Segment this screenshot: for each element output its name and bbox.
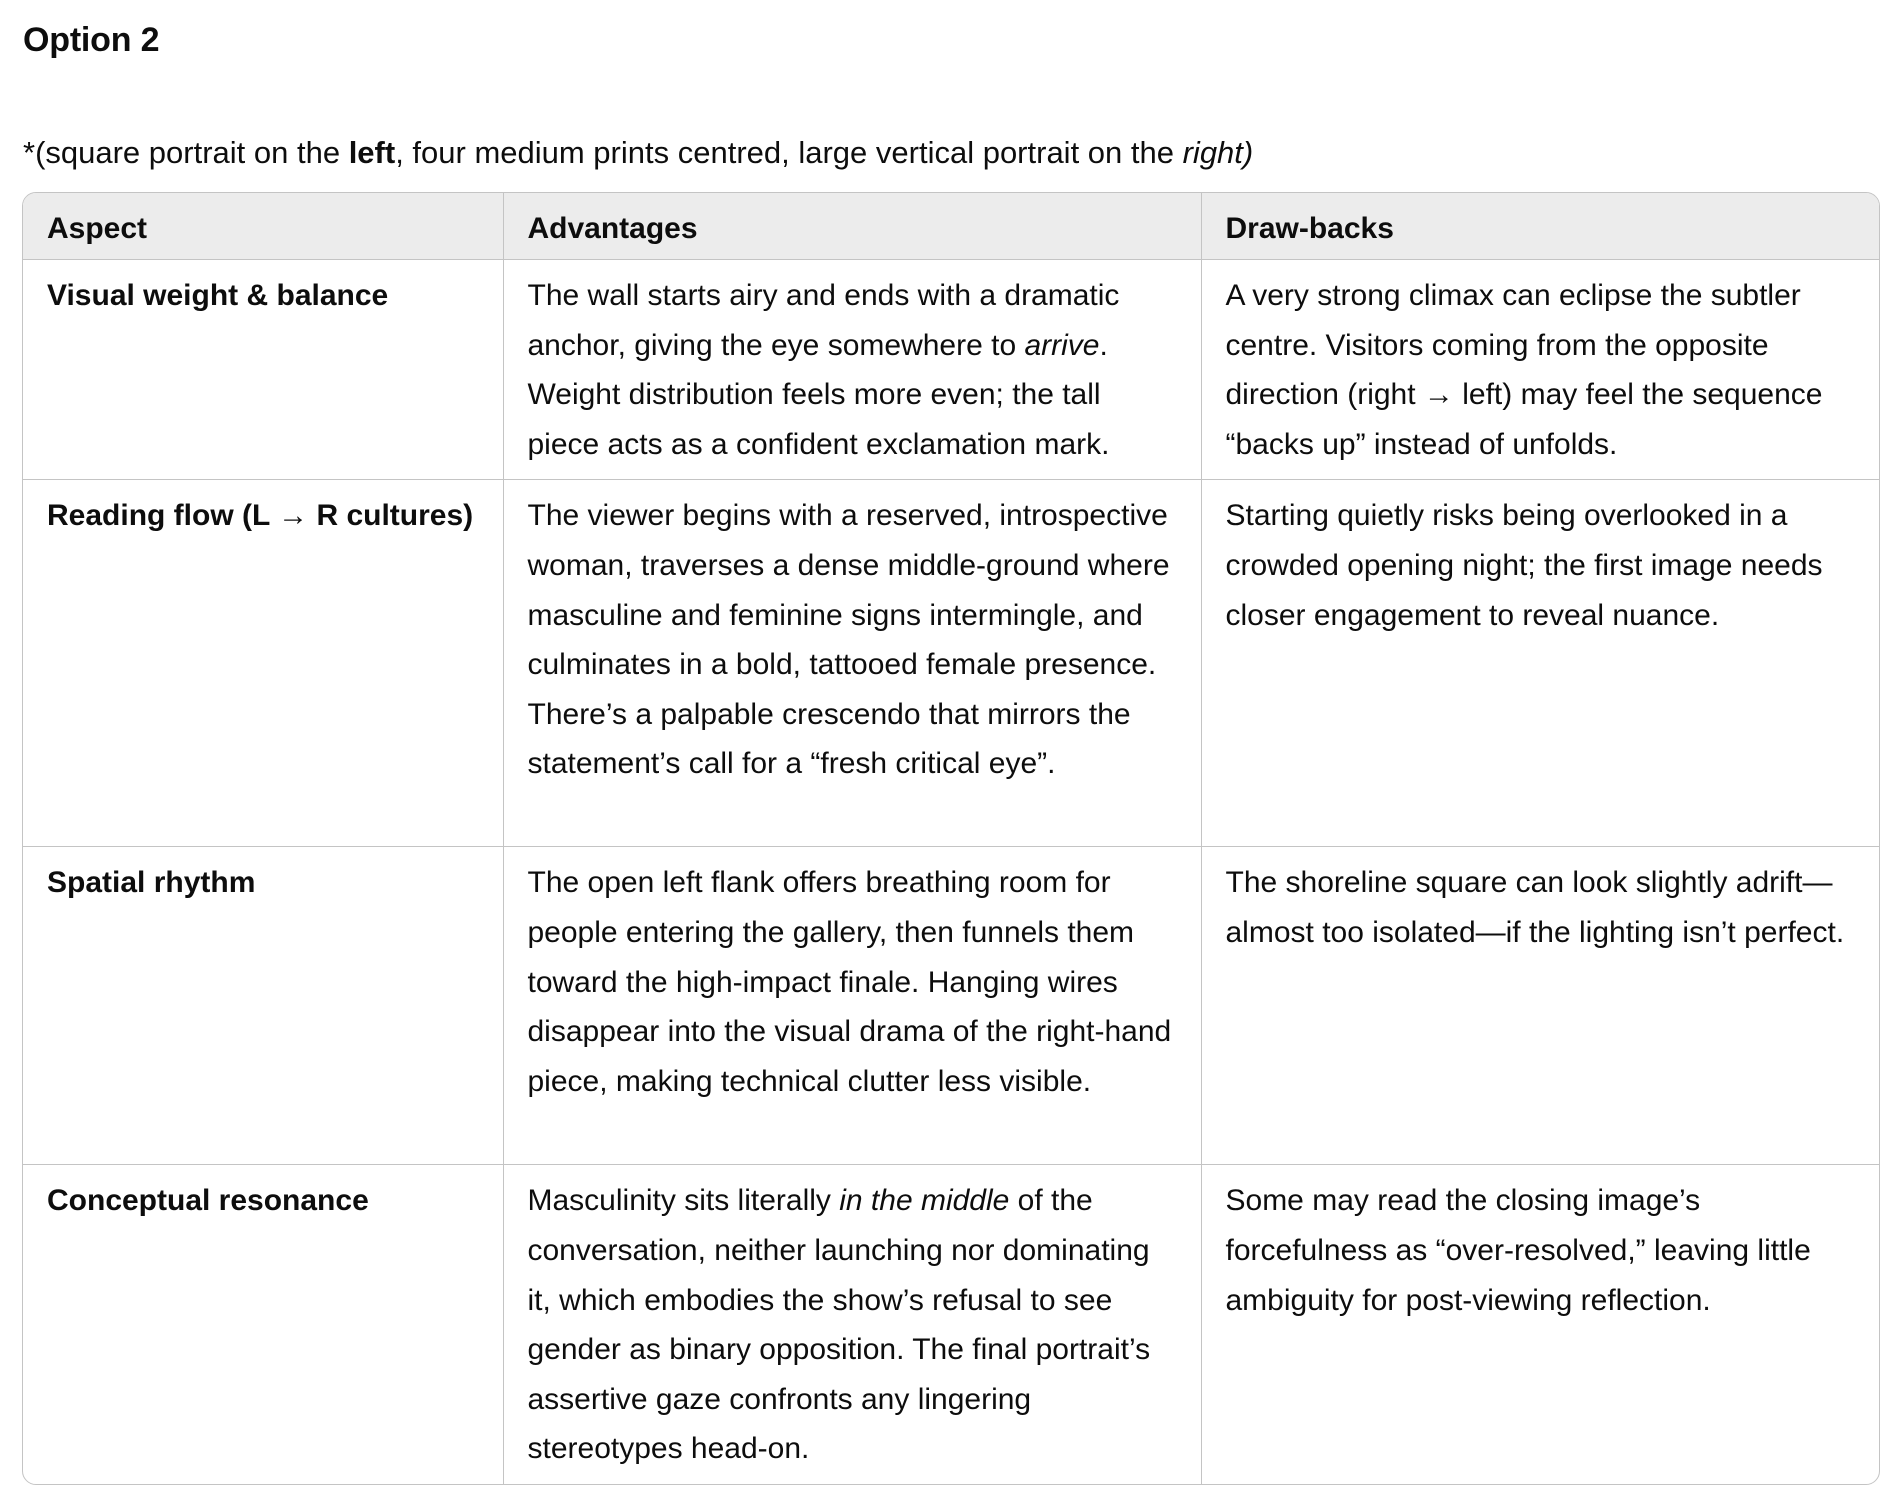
advantages-cell [503, 1165, 1201, 1484]
advantages-emphasis: arrive [1024, 328, 1100, 362]
advantages-emphasis: in the middle [839, 1184, 1010, 1218]
drawbacks-cell: Some may read the closing image’s forcefulness as “over-resolved,” leaving little ambiguity for post-viewing reflection. [1201, 1165, 1879, 1484]
table-header-row [23, 193, 1879, 260]
advantages-cell: The viewer begins with a reserved, introspective woman, traverses a dense middle-ground where masculine and feminine signs intermingle, and culminates in a bold, tattooed female presence. There’s a palpable crescendo that mirrors the statement’s call for a “fresh critical eye”. [503, 480, 1201, 847]
drawbacks-cell: A very strong climax can eclipse the subtler centre. Visitors coming from the opposite direction (right → left) may feel the sequence “backs up” instead of unfolds. [1201, 260, 1879, 480]
advantages-text: of the conversation, neither launching nor dominating it, which embodies the show’s refusal to see gender as binary opposition. The final portrait’s assertive gaze confronts any lingering stereotypes head-on. [527, 1184, 1151, 1466]
header-advantages: Advantages [503, 193, 1201, 260]
advantages-cell [503, 260, 1201, 480]
aspect-cell: Reading flow (L → R cultures) [23, 480, 503, 847]
drawbacks-cell: The shoreline square can look slightly adrift—almost too isolated—if the lighting isn’t perfect. [1201, 847, 1879, 1165]
header-aspect: Aspect [23, 193, 503, 260]
table-row [23, 480, 1879, 847]
header-drawbacks: Draw-backs [1201, 193, 1879, 260]
advantages-text: Masculinity sits literally [527, 1184, 840, 1218]
advantages-text: The wall starts airy and ends with a dramatic anchor, giving the eye somewhere to [527, 279, 1120, 362]
section-heading: Option 2 [23, 21, 160, 59]
intro-prefix: *(square portrait on the [23, 135, 349, 170]
advantages-cell: The open left flank offers breathing room for people entering the gallery, then funnels them toward the high-impact finale. Hanging wires disappear into the visual drama of the right-hand piece, making technical clutter less visible. [503, 847, 1201, 1165]
intro-bold: left [348, 135, 396, 170]
table-row [23, 847, 1879, 1165]
table-row [23, 1165, 1879, 1484]
table-row [23, 260, 1879, 480]
advantages-text: . Weight distribution feels more even; the tall piece acts as a confident exclamation mark. [527, 328, 1110, 461]
intro-italic: right) [1182, 135, 1254, 170]
intro-line [23, 131, 1253, 175]
aspect-cell: Conceptual resonance [47, 1184, 369, 1218]
comparison-table [22, 192, 1880, 1485]
aspect-cell: Visual weight & balance [23, 260, 503, 480]
intro-middle: , four medium prints centred, large vertical portrait on the [395, 135, 1183, 170]
drawbacks-cell: Starting quietly risks being overlooked in a crowded opening night; the first image needs closer engagement to reveal nuance. [1201, 480, 1879, 847]
aspect-cell: Spatial rhythm [23, 847, 503, 1165]
